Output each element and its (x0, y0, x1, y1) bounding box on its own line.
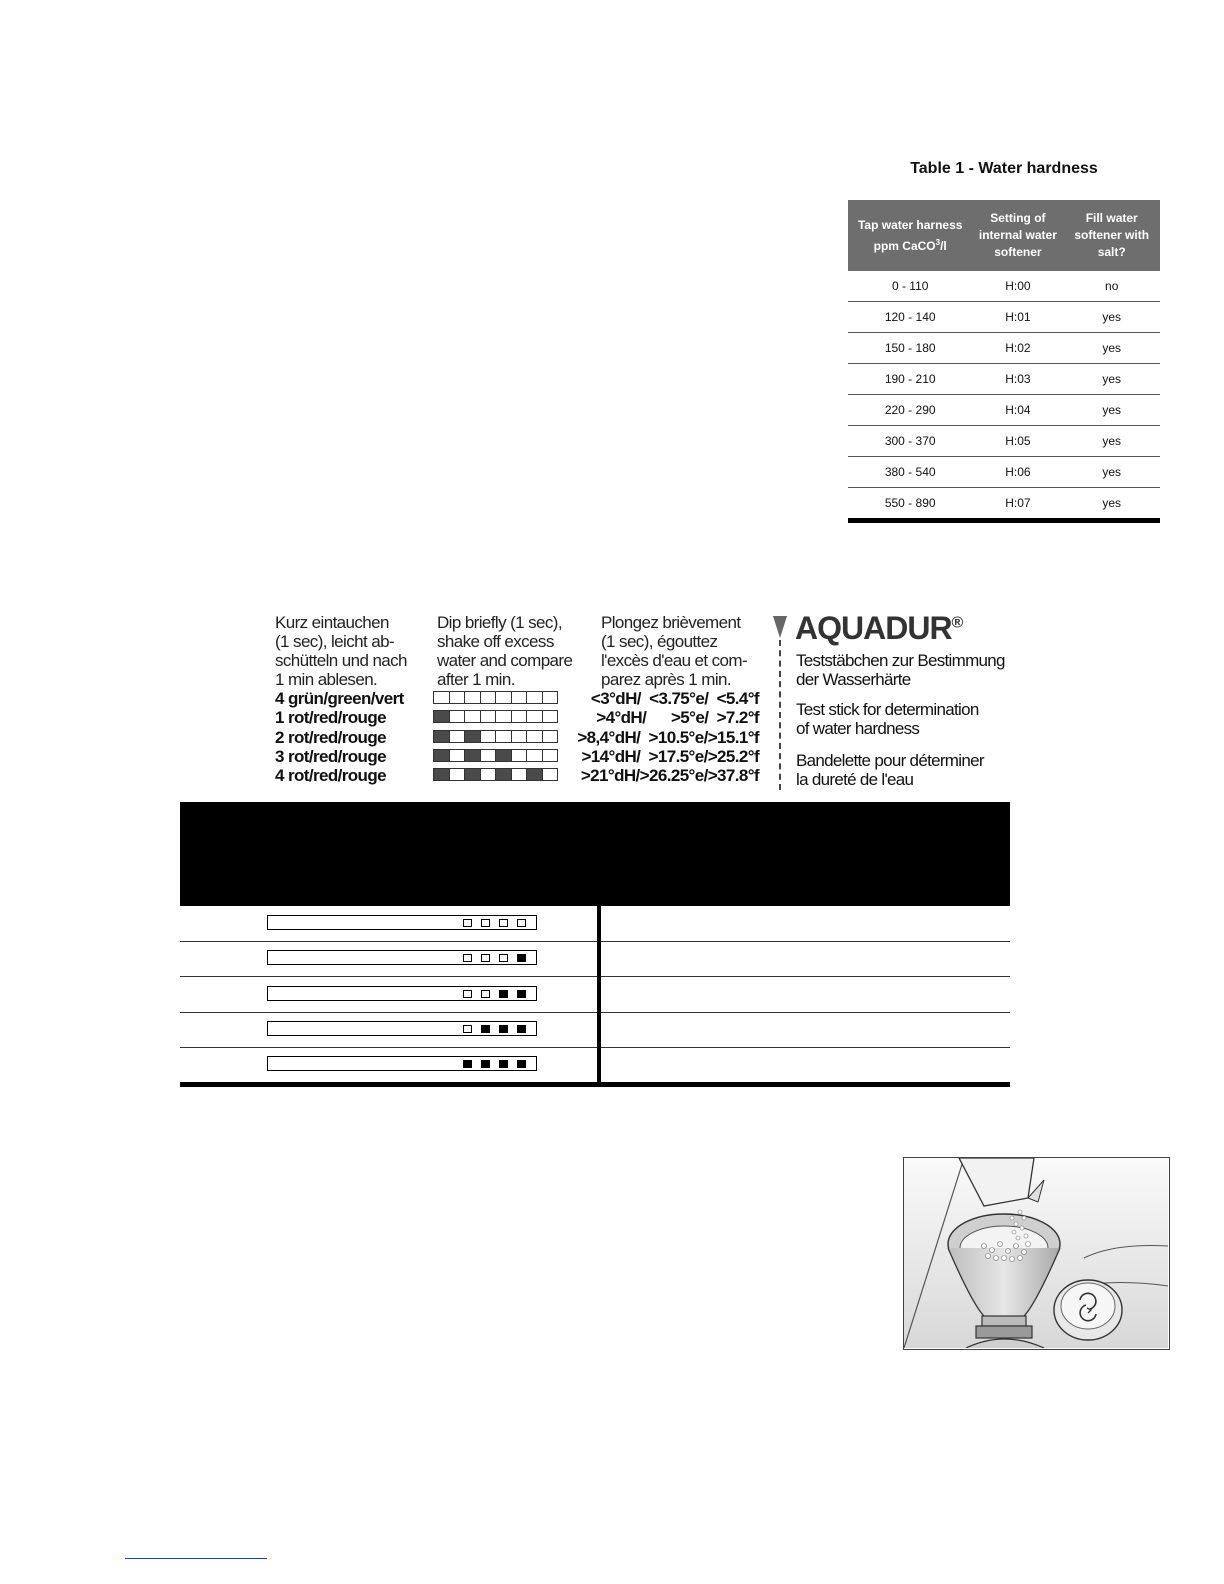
strip-table-divider (597, 802, 601, 1082)
strip-pad (543, 731, 558, 742)
description-en: Test stick for determination of water hardness (796, 700, 979, 738)
cell-range: 300 - 370 (848, 426, 972, 457)
cell-setting: H:00 (972, 271, 1063, 302)
cell-setting: H:06 (972, 457, 1063, 488)
water-hardness-table (848, 200, 1160, 523)
strip-pad (543, 692, 558, 703)
strip-square (517, 1025, 526, 1033)
color-strip (433, 691, 558, 704)
strip-table-row (180, 977, 1010, 1013)
header-softener-setting: Setting of internal water softener (972, 200, 1063, 271)
color-strip (433, 710, 558, 723)
instructions-en: Dip briefly (1 sec), shake off excess water and compare after 1 min. (437, 613, 573, 689)
instructions-fr: Plongez brièvement (1 sec), égouttez l'excès d'eau et com- parez après 1 min. (601, 613, 748, 689)
instructions-de: Kurz eintauchen (1 sec), leicht ab- schütteln und nach 1 min ablesen. (275, 613, 407, 689)
strip-pad (512, 750, 528, 761)
table-row (848, 488, 1160, 521)
scale-label: 2 rot/red/rouge (275, 728, 386, 747)
cell-salt: yes (1063, 364, 1160, 395)
strip-pad (465, 731, 481, 742)
strip-pad (434, 769, 450, 780)
strip-pad (527, 750, 543, 761)
header-fill-salt: Fill water softener with salt? (1063, 200, 1160, 271)
hardness-scale-row (275, 689, 765, 708)
strip-table-row (180, 1047, 1010, 1087)
strip-pad (527, 769, 543, 780)
strip-pad (496, 731, 512, 742)
table-row (848, 364, 1160, 395)
scale-label: 3 rot/red/rouge (275, 747, 386, 766)
cell-salt: yes (1063, 395, 1160, 426)
strip-pad (450, 711, 466, 722)
strip-pad (543, 769, 558, 780)
strip-square (463, 954, 472, 962)
strip-square (463, 919, 472, 927)
strip-table-row (180, 906, 1010, 942)
strip-pad (450, 731, 466, 742)
strip-pad (434, 692, 450, 703)
scale-values: <3°dH/ <3.75°e/ <5.4°f (590, 689, 759, 708)
table-body (848, 271, 1160, 521)
strip-square (481, 990, 490, 998)
strip-square (499, 1060, 508, 1068)
header-unit-tail: /l (940, 238, 947, 253)
header-unit: ppm CaCO (873, 238, 936, 253)
header-tap-water-hardness (848, 200, 972, 271)
refill-arrows-icon (1054, 1280, 1122, 1340)
dip-arrow-icon (773, 616, 787, 638)
cell-range: 0 - 110 (848, 271, 972, 302)
strip-pad (465, 692, 481, 703)
description-de: Teststäbchen zur Bestimmung der Wasserhärte (796, 651, 1005, 689)
aquadur-logo (795, 610, 962, 647)
cell-setting: H:05 (972, 426, 1063, 457)
strip-pad (496, 711, 512, 722)
color-strip (433, 749, 558, 762)
strip-pad (450, 750, 466, 761)
cell-salt: yes (1063, 457, 1160, 488)
cell-salt: no (1063, 271, 1160, 302)
strip-square (463, 1060, 472, 1068)
test-strip-icon (267, 915, 537, 930)
strip-pad (512, 711, 528, 722)
test-strip-icon (267, 950, 537, 965)
strip-square (517, 919, 526, 927)
strip-square (517, 1060, 526, 1068)
cell-salt: yes (1063, 426, 1160, 457)
hardness-scale-row (275, 708, 765, 727)
table-row (848, 457, 1160, 488)
strip-pad (465, 750, 481, 761)
color-strip (433, 768, 558, 781)
cell-setting: H:01 (972, 302, 1063, 333)
scale-label: 1 rot/red/rouge (275, 708, 386, 727)
strip-pad (481, 750, 497, 761)
strip-square (499, 1025, 508, 1033)
funnel-salt-image (904, 1158, 1168, 1348)
strip-pad (527, 731, 543, 742)
strip-square (481, 1060, 490, 1068)
strip-pad (434, 731, 450, 742)
strip-square (481, 1025, 490, 1033)
strip-pad (527, 711, 543, 722)
cell-range: 120 - 140 (848, 302, 972, 333)
strip-pad (496, 692, 512, 703)
strip-square (499, 919, 508, 927)
cell-range: 190 - 210 (848, 364, 972, 395)
strip-pad (450, 692, 466, 703)
table-row (848, 395, 1160, 426)
color-strip (433, 730, 558, 743)
cell-range: 550 - 890 (848, 488, 972, 521)
test-strip-icon (267, 1056, 537, 1071)
description-fr: Bandelette pour déterminer la dureté de l'eau (796, 751, 984, 789)
strip-pad (543, 750, 558, 761)
salt-filling-illustration (903, 1157, 1170, 1350)
strip-pad (512, 731, 528, 742)
strip-square (517, 990, 526, 998)
table-row (848, 426, 1160, 457)
cell-setting: H:03 (972, 364, 1063, 395)
strip-pad (496, 769, 512, 780)
strip-pad (496, 750, 512, 761)
strip-square (499, 954, 508, 962)
logo-text: AQUADUR (795, 610, 952, 646)
strip-square (499, 990, 508, 998)
cell-range: 220 - 290 (848, 395, 972, 426)
footer-link-underline (125, 1558, 267, 1559)
header-unit-sup: 3 (935, 237, 941, 247)
hardness-scale-row (275, 728, 765, 747)
header-label: Tap water harness (857, 217, 963, 232)
strip-pad (450, 769, 466, 780)
strip-pad (465, 769, 481, 780)
registered-mark: ® (951, 614, 963, 632)
scale-label: 4 grün/green/vert (275, 689, 404, 708)
table-row (848, 271, 1160, 302)
strip-pad (481, 711, 497, 722)
strip-square (481, 954, 490, 962)
hardness-scale-row (275, 747, 765, 766)
strip-pad (512, 692, 528, 703)
strip-pad (481, 731, 497, 742)
cell-range: 380 - 540 (848, 457, 972, 488)
strip-table-header (180, 802, 1010, 906)
scale-values: >21°dH/>26.25°e/>37.8°f (580, 766, 759, 785)
strip-square (463, 1025, 472, 1033)
strip-table-row (180, 941, 1010, 977)
cell-salt: yes (1063, 333, 1160, 364)
strip-square (517, 954, 526, 962)
cell-salt: yes (1063, 302, 1160, 333)
strip-pad (527, 692, 543, 703)
strip-pad (434, 711, 450, 722)
scale-values: >8,4°dH/ >10.5°e/>15.1°f (577, 728, 759, 747)
hardness-scale-row (275, 766, 765, 785)
strip-pad (543, 711, 558, 722)
strip-pad (465, 711, 481, 722)
cell-setting: H:02 (972, 333, 1063, 364)
table-row (848, 302, 1160, 333)
scale-label: 4 rot/red/rouge (275, 766, 386, 785)
strip-pad (434, 750, 450, 761)
strip-pad (481, 769, 497, 780)
cell-setting: H:04 (972, 395, 1063, 426)
table-title: Table 1 - Water hardness (910, 160, 1098, 177)
cell-range: 150 - 180 (848, 333, 972, 364)
strip-table-row (180, 1012, 1010, 1048)
test-strip-icon (267, 986, 537, 1001)
test-strip-icon (267, 1021, 537, 1036)
strip-pad (512, 769, 528, 780)
cell-salt: yes (1063, 488, 1160, 521)
scale-values: >4°dH/ >5°e/ >7.2°f (596, 708, 759, 727)
scale-values: >14°dH/ >17.5°e/>25.2°f (581, 747, 759, 766)
strip-square (463, 990, 472, 998)
table-row (848, 333, 1160, 364)
strip-pad (481, 692, 497, 703)
strip-square (481, 919, 490, 927)
cell-setting: H:07 (972, 488, 1063, 521)
dip-line (779, 640, 781, 790)
